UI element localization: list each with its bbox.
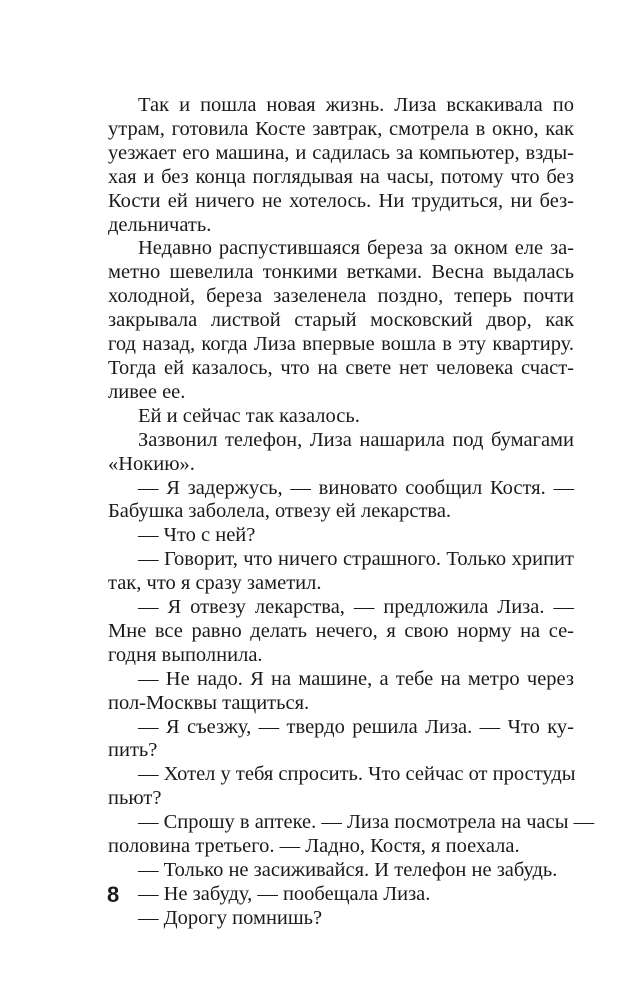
text-line: — Хотел у тебя спросить. Что сейчас от простуды <box>138 763 576 786</box>
text-line: — Спрошу в аптеке. — Лиза посмотрела на часы — <box>138 811 595 834</box>
paragraph <box>108 524 574 548</box>
body-text <box>108 94 595 931</box>
text-line: годня выполнила. <box>108 643 263 666</box>
text-line: — Говорит, что ничего страшного. Только хрипит <box>138 548 574 571</box>
page-number: 8 <box>107 882 120 907</box>
text-line: хая и без конца поглядывая на часы, потому что без <box>108 165 574 188</box>
paragraph <box>108 94 574 237</box>
text-line: — Не забуду, — пообещала Лиза. <box>138 882 431 905</box>
paragraph <box>108 405 574 429</box>
paragraph <box>108 859 574 883</box>
text-line: «Нокию». <box>108 452 195 475</box>
text-line: Ей и сейчас так казалось. <box>138 404 360 427</box>
text-line: метно шевелила тонкими ветками. Весна выдалась <box>108 261 574 284</box>
text-line: Кости ей ничего не хотелось. Ни трудиться, ни без- <box>108 189 574 212</box>
text-line: — Дорогу помнишь? <box>138 906 323 929</box>
paragraph <box>108 429 574 477</box>
paragraph <box>108 907 574 931</box>
text-line: дельничать. <box>108 213 212 236</box>
paragraph <box>108 237 574 404</box>
paragraph <box>108 668 574 716</box>
paragraph <box>108 548 574 596</box>
text-line: половина третьего. — Ладно, Костя, я поехала. <box>108 835 520 858</box>
text-line: Тогда ей казалось, что на свете нет человека счаст- <box>108 356 574 379</box>
text-line: закрывала листвой старый московский двор, как <box>108 309 574 332</box>
text-line: утрам, готовила Косте завтрак, смотрела в окно, как <box>108 117 574 140</box>
paragraph <box>108 596 574 668</box>
text-line: ливее ее. <box>108 380 186 403</box>
paragraph <box>108 811 595 859</box>
text-line: — Не надо. Я на машине, а тебе на метро через <box>138 667 574 690</box>
text-line: уезжает его машина, и садилась за компьютер, взды- <box>108 141 574 164</box>
text-line: пол-Москвы тащиться. <box>108 691 310 714</box>
text-line: — Что с ней? <box>138 524 256 547</box>
text-line: год назад, когда Лиза впервые вошла в эту квартиру. <box>108 333 574 356</box>
text-line: — Только не засиживайся. И телефон не забудь. <box>138 859 558 881</box>
text-line: — Я съезжу, — твердо решила Лиза. — Что ку- <box>138 715 574 738</box>
text-line: — Я задержусь, — виновато сообщил Костя. — <box>138 476 574 499</box>
text-line: Так и пошла новая жизнь. Лиза вскакивала по <box>138 94 574 116</box>
text-line: Бабушка заболела, отвезу ей лекарства. <box>108 500 452 523</box>
paragraph <box>108 763 574 811</box>
text-line: — Я отвезу лекарства, — предложила Лиза. — <box>138 596 574 619</box>
text-line: Недавно распустившаяся береза за окном еле за- <box>138 237 574 260</box>
text-line: так, что я сразу заметил. <box>108 572 322 595</box>
text-line: холодной, береза зазеленела поздно, теперь почти <box>108 285 574 308</box>
paragraph <box>108 716 574 764</box>
text-line: пить? <box>108 739 158 762</box>
paragraph <box>108 883 574 907</box>
text-line: пьют? <box>108 787 162 810</box>
text-line: Мне все равно делать нечего, я свою норму на се- <box>108 619 574 642</box>
paragraph <box>108 477 574 525</box>
text-line: Зазвонил телефон, Лиза нашарила под бумагами <box>138 428 574 451</box>
